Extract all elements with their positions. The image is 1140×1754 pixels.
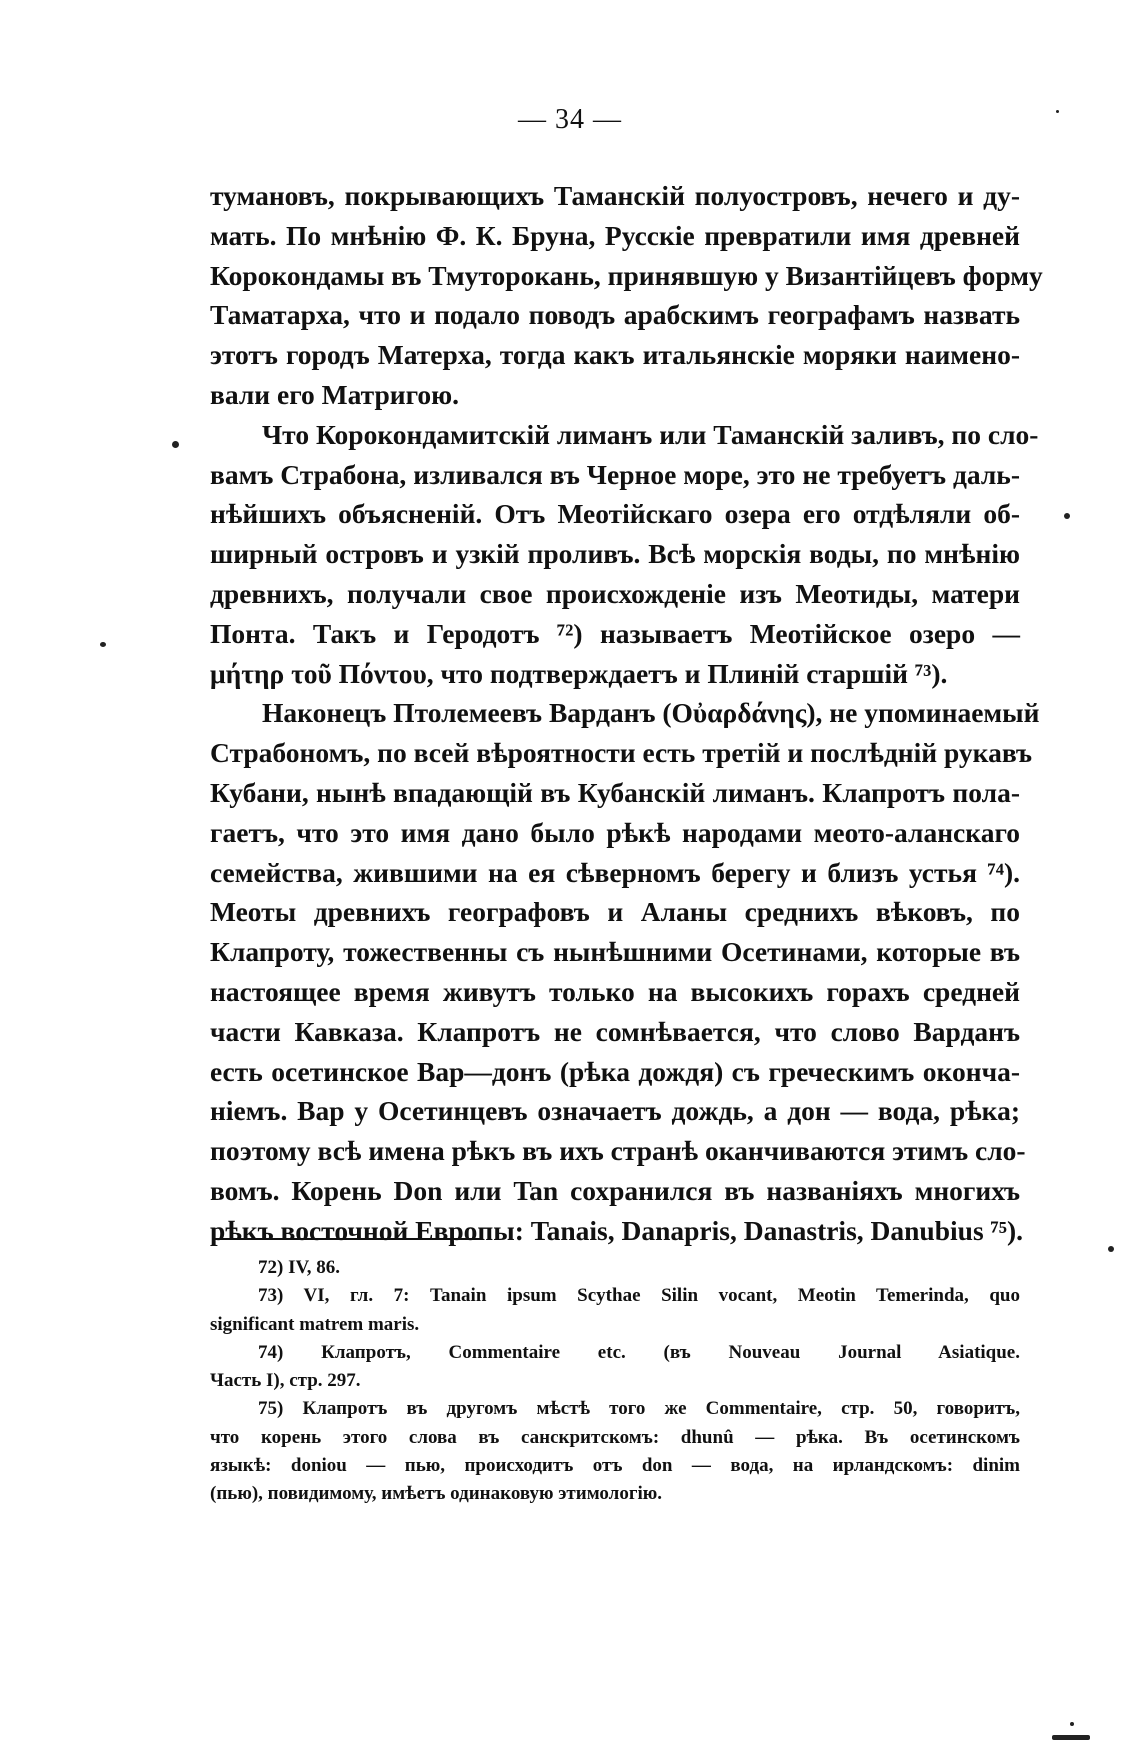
text-line: ніемъ. Вар у Осетинцевъ означаетъ дождь, а дон — вода, рѣка;	[210, 1095, 1020, 1127]
footnote-line: языкѣ: doniou — пью, происходитъ отъ don — вода, на ирландскомъ: dinim	[210, 1455, 1020, 1477]
text-line: вомъ. Корень Don или Tan сохранился въ названіяхъ многихъ	[210, 1174, 1020, 1206]
text-line: древнихъ, получали свое происхожденіе изъ Меотиды, матери	[210, 577, 1020, 609]
text-line: Понта. Такъ и Геродотъ ⁷²) называетъ Меотійское озеро —	[210, 617, 1020, 649]
scan-speck	[172, 441, 179, 448]
text-line: Кубани, нынѣ впадающій въ Кубанскій лиманъ. Клапротъ пола-	[210, 776, 1020, 808]
scan-speck	[1108, 1246, 1114, 1252]
text-line: μήτηρ τοῦ Πόντου, что подтверждаетъ и Плиній старшій ⁷³).	[210, 657, 948, 689]
footnote-line: 74) Клапротъ, Commentaire etc. (въ Nouveau Journal Asiatique.	[258, 1341, 1020, 1363]
text-line: Меоты древнихъ географовъ и Аланы среднихъ вѣковъ, по	[210, 896, 1020, 928]
footnote-line: significant matrem maris.	[210, 1313, 420, 1335]
text-line: мать. По мнѣнію Ф. К. Бруна, Русскіе превратили имя древней	[210, 219, 1020, 251]
text-line: нѣйшихъ объясненій. Отъ Меотійскаго озера его отдѣляли об-	[210, 498, 1020, 530]
scan-speck	[1070, 1722, 1074, 1726]
footnotes	[210, 1254, 1020, 1509]
footnote-line: (пью), повидимому, имѣетъ одинаковую этимологію.	[210, 1483, 662, 1505]
main-text	[210, 176, 1043, 1251]
text-line: поэтому всѣ имена рѣкъ въ ихъ странѣ оканчиваются этимъ сло-	[210, 1135, 1026, 1167]
text-line: есть осетинское Вар—донъ (рѣка дождя) съ греческимъ оконча-	[210, 1055, 1020, 1087]
text-line: Наконецъ Птолемеевъ Варданъ (Οὐαρδάνης), не упоминаемый	[262, 697, 1040, 729]
footnote-line: 75) Клапротъ въ другомъ мѣстѣ того же Commentaire, стр. 50, говоритъ,	[258, 1398, 1020, 1420]
text-line: части Кавказа. Клапротъ не сомнѣвается, что слово Варданъ	[210, 1015, 1020, 1047]
text-line: ширный островъ и узкій проливъ. Всѣ морскія воды, по мнѣнію	[210, 538, 1020, 570]
text-line: Страбономъ, по всей вѣроятности есть третій и послѣдній рукавъ	[210, 737, 1033, 769]
scan-speck	[1056, 110, 1059, 113]
footnote-line: 72) IV, 86.	[258, 1257, 340, 1278]
text-line: Таматарха, что и подало поводъ арабскимъ географамъ назвать	[210, 299, 1020, 331]
page-number: — 34 —	[518, 104, 622, 135]
text-line: Корокондамы въ Тмуторокань, принявшую у Византійцевъ форму	[210, 259, 1043, 291]
text-line: Что Корокондамитскій лиманъ или Таманскій заливъ, по сло-	[262, 418, 1039, 450]
text-line: гаетъ, что это имя дано было рѣкѣ народами меото-аланскаго	[210, 816, 1020, 848]
text-line: рѣкъ восточной Европы: Tanais, Danapris, Danastris, Danubius ⁷⁵).	[210, 1214, 1024, 1246]
text-line: вали его Матригою.	[210, 378, 460, 410]
text-line: Клапроту, тожественны съ нынѣшними Осетинами, которые въ	[210, 936, 1020, 968]
scan-speck	[1064, 513, 1070, 519]
footnote-line: что корень этого слова въ санскритскомъ: dhunû — рѣка. Въ осетинскомъ	[210, 1426, 1020, 1448]
text-line: этотъ городъ Матерха, тогда какъ итальянскіе моряки наимено-	[210, 339, 1020, 371]
footnote-line: Часть I), стр. 297.	[210, 1370, 361, 1392]
text-line: тумановъ, покрывающихъ Таманскій полуостровъ, нечего и ду-	[210, 180, 1020, 211]
footnote-line: 73) VI, гл. 7: Tanain ipsum Scythae Silin vocant, Meotin Temerinda, quo	[258, 1285, 1020, 1307]
text-line: настоящее время живутъ только на высокихъ горахъ средней	[210, 975, 1020, 1007]
footnote-separator	[212, 1238, 482, 1240]
text-line: семейства, жившими на ея сѣверномъ берегу и близъ устья ⁷⁴).	[210, 856, 1020, 888]
text-line: вамъ Страбона, изливался въ Черное море, это не требуетъ даль-	[210, 458, 1020, 490]
scan-speck	[100, 642, 106, 647]
scan-speck	[1052, 1735, 1090, 1740]
